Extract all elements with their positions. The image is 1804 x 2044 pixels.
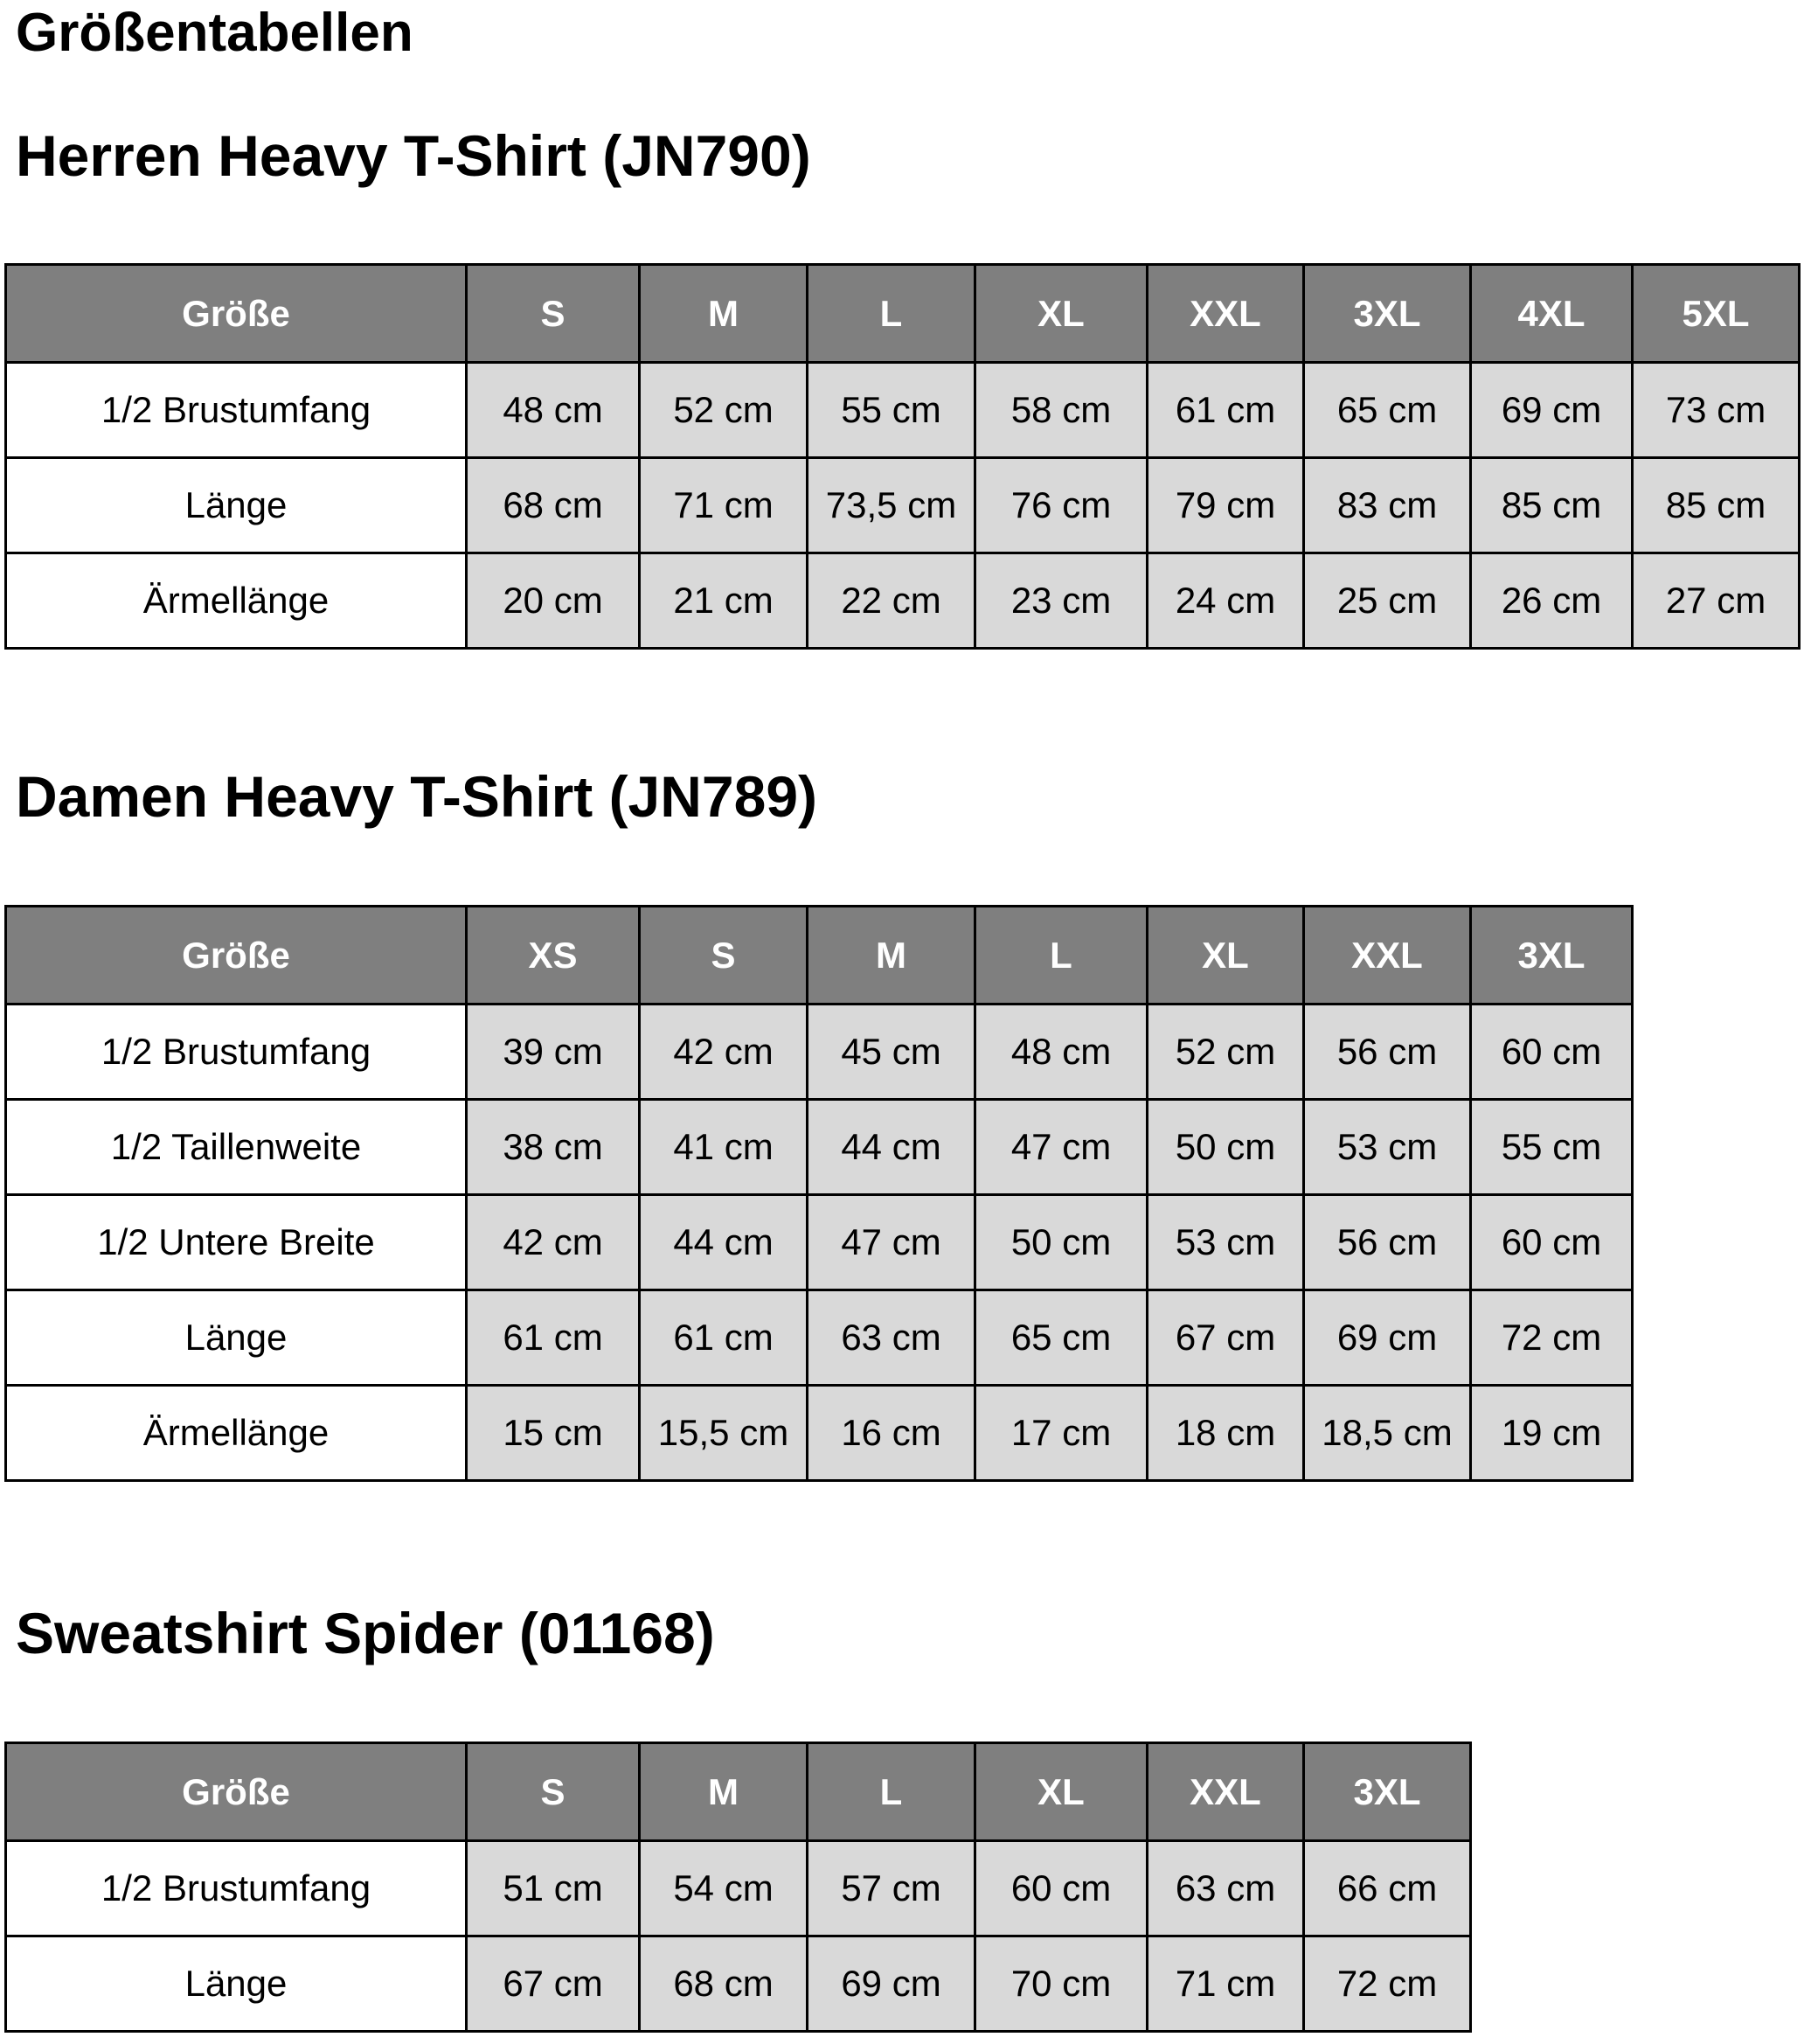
value-cell: 85 cm: [1633, 458, 1800, 553]
value-cell: 42 cm: [467, 1195, 640, 1290]
value-cell: 19 cm: [1471, 1386, 1633, 1481]
table-header-row: [6, 907, 1633, 1005]
section-heading-sweatshirt: Sweatshirt Spider (01168): [16, 1601, 715, 1665]
value-cell: 53 cm: [1148, 1195, 1304, 1290]
size-table-herren: [4, 263, 1801, 650]
header-label-cell: Größe: [6, 907, 467, 1005]
size-header-cell: XXL: [1304, 907, 1471, 1005]
table-header-row: [6, 1743, 1471, 1841]
value-cell: 67 cm: [1148, 1290, 1304, 1386]
value-cell: 55 cm: [1471, 1100, 1633, 1195]
size-header-cell: XXL: [1148, 1743, 1304, 1841]
page-title: Größentabellen: [16, 3, 413, 63]
table-row: [6, 1195, 1633, 1290]
size-header-cell: XL: [975, 265, 1148, 363]
size-header-cell: XL: [975, 1743, 1148, 1841]
value-cell: 39 cm: [467, 1005, 640, 1100]
row-label-cell: 1/2 Taillenweite: [6, 1100, 467, 1195]
row-label-cell: Länge: [6, 458, 467, 553]
value-cell: 48 cm: [467, 363, 640, 458]
row-label-cell: Ärmellänge: [6, 1386, 467, 1481]
value-cell: 79 cm: [1148, 458, 1304, 553]
section-heading-damen: Damen Heavy T-Shirt (JN789): [16, 764, 818, 829]
size-header-cell: M: [808, 907, 975, 1005]
size-header-cell: M: [640, 1743, 808, 1841]
size-header-cell: 3XL: [1304, 265, 1471, 363]
value-cell: 23 cm: [975, 553, 1148, 649]
size-header-cell: S: [467, 265, 640, 363]
value-cell: 47 cm: [975, 1100, 1148, 1195]
value-cell: 61 cm: [467, 1290, 640, 1386]
size-header-cell: L: [975, 907, 1148, 1005]
value-cell: 63 cm: [808, 1290, 975, 1386]
table-row: [6, 553, 1800, 649]
value-cell: 68 cm: [640, 1936, 808, 2032]
value-cell: 71 cm: [640, 458, 808, 553]
size-header-cell: S: [640, 907, 808, 1005]
value-cell: 50 cm: [975, 1195, 1148, 1290]
value-cell: 55 cm: [808, 363, 975, 458]
row-label-cell: 1/2 Brustumfang: [6, 1841, 467, 1936]
value-cell: 16 cm: [808, 1386, 975, 1481]
row-label-cell: Länge: [6, 1936, 467, 2032]
value-cell: 67 cm: [467, 1936, 640, 2032]
value-cell: 38 cm: [467, 1100, 640, 1195]
value-cell: 56 cm: [1304, 1005, 1471, 1100]
size-header-cell: S: [467, 1743, 640, 1841]
value-cell: 22 cm: [808, 553, 975, 649]
size-header-cell: XS: [467, 907, 640, 1005]
value-cell: 18 cm: [1148, 1386, 1304, 1481]
table-row: [6, 1290, 1633, 1386]
value-cell: 63 cm: [1148, 1841, 1304, 1936]
value-cell: 25 cm: [1304, 553, 1471, 649]
size-header-cell: M: [640, 265, 808, 363]
size-table-sweatshirt: [4, 1742, 1472, 2033]
row-label-cell: 1/2 Untere Breite: [6, 1195, 467, 1290]
value-cell: 69 cm: [1471, 363, 1633, 458]
table-row: [6, 1936, 1471, 2032]
value-cell: 18,5 cm: [1304, 1386, 1471, 1481]
value-cell: 58 cm: [975, 363, 1148, 458]
value-cell: 83 cm: [1304, 458, 1471, 553]
value-cell: 54 cm: [640, 1841, 808, 1936]
value-cell: 50 cm: [1148, 1100, 1304, 1195]
value-cell: 20 cm: [467, 553, 640, 649]
value-cell: 52 cm: [640, 363, 808, 458]
table-row: [6, 1005, 1633, 1100]
value-cell: 76 cm: [975, 458, 1148, 553]
value-cell: 41 cm: [640, 1100, 808, 1195]
value-cell: 65 cm: [1304, 363, 1471, 458]
value-cell: 72 cm: [1304, 1936, 1471, 2032]
table-header-row: [6, 265, 1800, 363]
header-label-cell: Größe: [6, 265, 467, 363]
size-table-damen: [4, 905, 1634, 1482]
value-cell: 26 cm: [1471, 553, 1633, 649]
size-header-cell: L: [808, 265, 975, 363]
size-header-cell: 4XL: [1471, 265, 1633, 363]
value-cell: 60 cm: [975, 1841, 1148, 1936]
row-label-cell: 1/2 Brustumfang: [6, 1005, 467, 1100]
value-cell: 71 cm: [1148, 1936, 1304, 2032]
value-cell: 61 cm: [640, 1290, 808, 1386]
value-cell: 53 cm: [1304, 1100, 1471, 1195]
size-header-cell: XL: [1148, 907, 1304, 1005]
value-cell: 15 cm: [467, 1386, 640, 1481]
table-row: [6, 1841, 1471, 1936]
value-cell: 45 cm: [808, 1005, 975, 1100]
value-cell: 44 cm: [640, 1195, 808, 1290]
value-cell: 44 cm: [808, 1100, 975, 1195]
value-cell: 68 cm: [467, 458, 640, 553]
size-header-cell: 5XL: [1633, 265, 1800, 363]
value-cell: 42 cm: [640, 1005, 808, 1100]
value-cell: 60 cm: [1471, 1005, 1633, 1100]
row-label-cell: 1/2 Brustumfang: [6, 363, 467, 458]
value-cell: 73 cm: [1633, 363, 1800, 458]
value-cell: 66 cm: [1304, 1841, 1471, 1936]
table-row: [6, 458, 1800, 553]
section-heading-herren: Herren Heavy T-Shirt (JN790): [16, 123, 811, 188]
value-cell: 27 cm: [1633, 553, 1800, 649]
value-cell: 61 cm: [1148, 363, 1304, 458]
row-label-cell: Ärmellänge: [6, 553, 467, 649]
value-cell: 70 cm: [975, 1936, 1148, 2032]
value-cell: 52 cm: [1148, 1005, 1304, 1100]
header-label-cell: Größe: [6, 1743, 467, 1841]
value-cell: 69 cm: [1304, 1290, 1471, 1386]
value-cell: 48 cm: [975, 1005, 1148, 1100]
table-row: [6, 363, 1800, 458]
value-cell: 57 cm: [808, 1841, 975, 1936]
value-cell: 21 cm: [640, 553, 808, 649]
value-cell: 24 cm: [1148, 553, 1304, 649]
size-header-cell: XXL: [1148, 265, 1304, 363]
size-header-cell: 3XL: [1304, 1743, 1471, 1841]
size-header-cell: L: [808, 1743, 975, 1841]
value-cell: 85 cm: [1471, 458, 1633, 553]
value-cell: 47 cm: [808, 1195, 975, 1290]
table-row: [6, 1386, 1633, 1481]
value-cell: 60 cm: [1471, 1195, 1633, 1290]
value-cell: 51 cm: [467, 1841, 640, 1936]
value-cell: 15,5 cm: [640, 1386, 808, 1481]
value-cell: 17 cm: [975, 1386, 1148, 1481]
row-label-cell: Länge: [6, 1290, 467, 1386]
value-cell: 73,5 cm: [808, 458, 975, 553]
value-cell: 65 cm: [975, 1290, 1148, 1386]
value-cell: 72 cm: [1471, 1290, 1633, 1386]
table-row: [6, 1100, 1633, 1195]
value-cell: 56 cm: [1304, 1195, 1471, 1290]
value-cell: 69 cm: [808, 1936, 975, 2032]
size-header-cell: 3XL: [1471, 907, 1633, 1005]
